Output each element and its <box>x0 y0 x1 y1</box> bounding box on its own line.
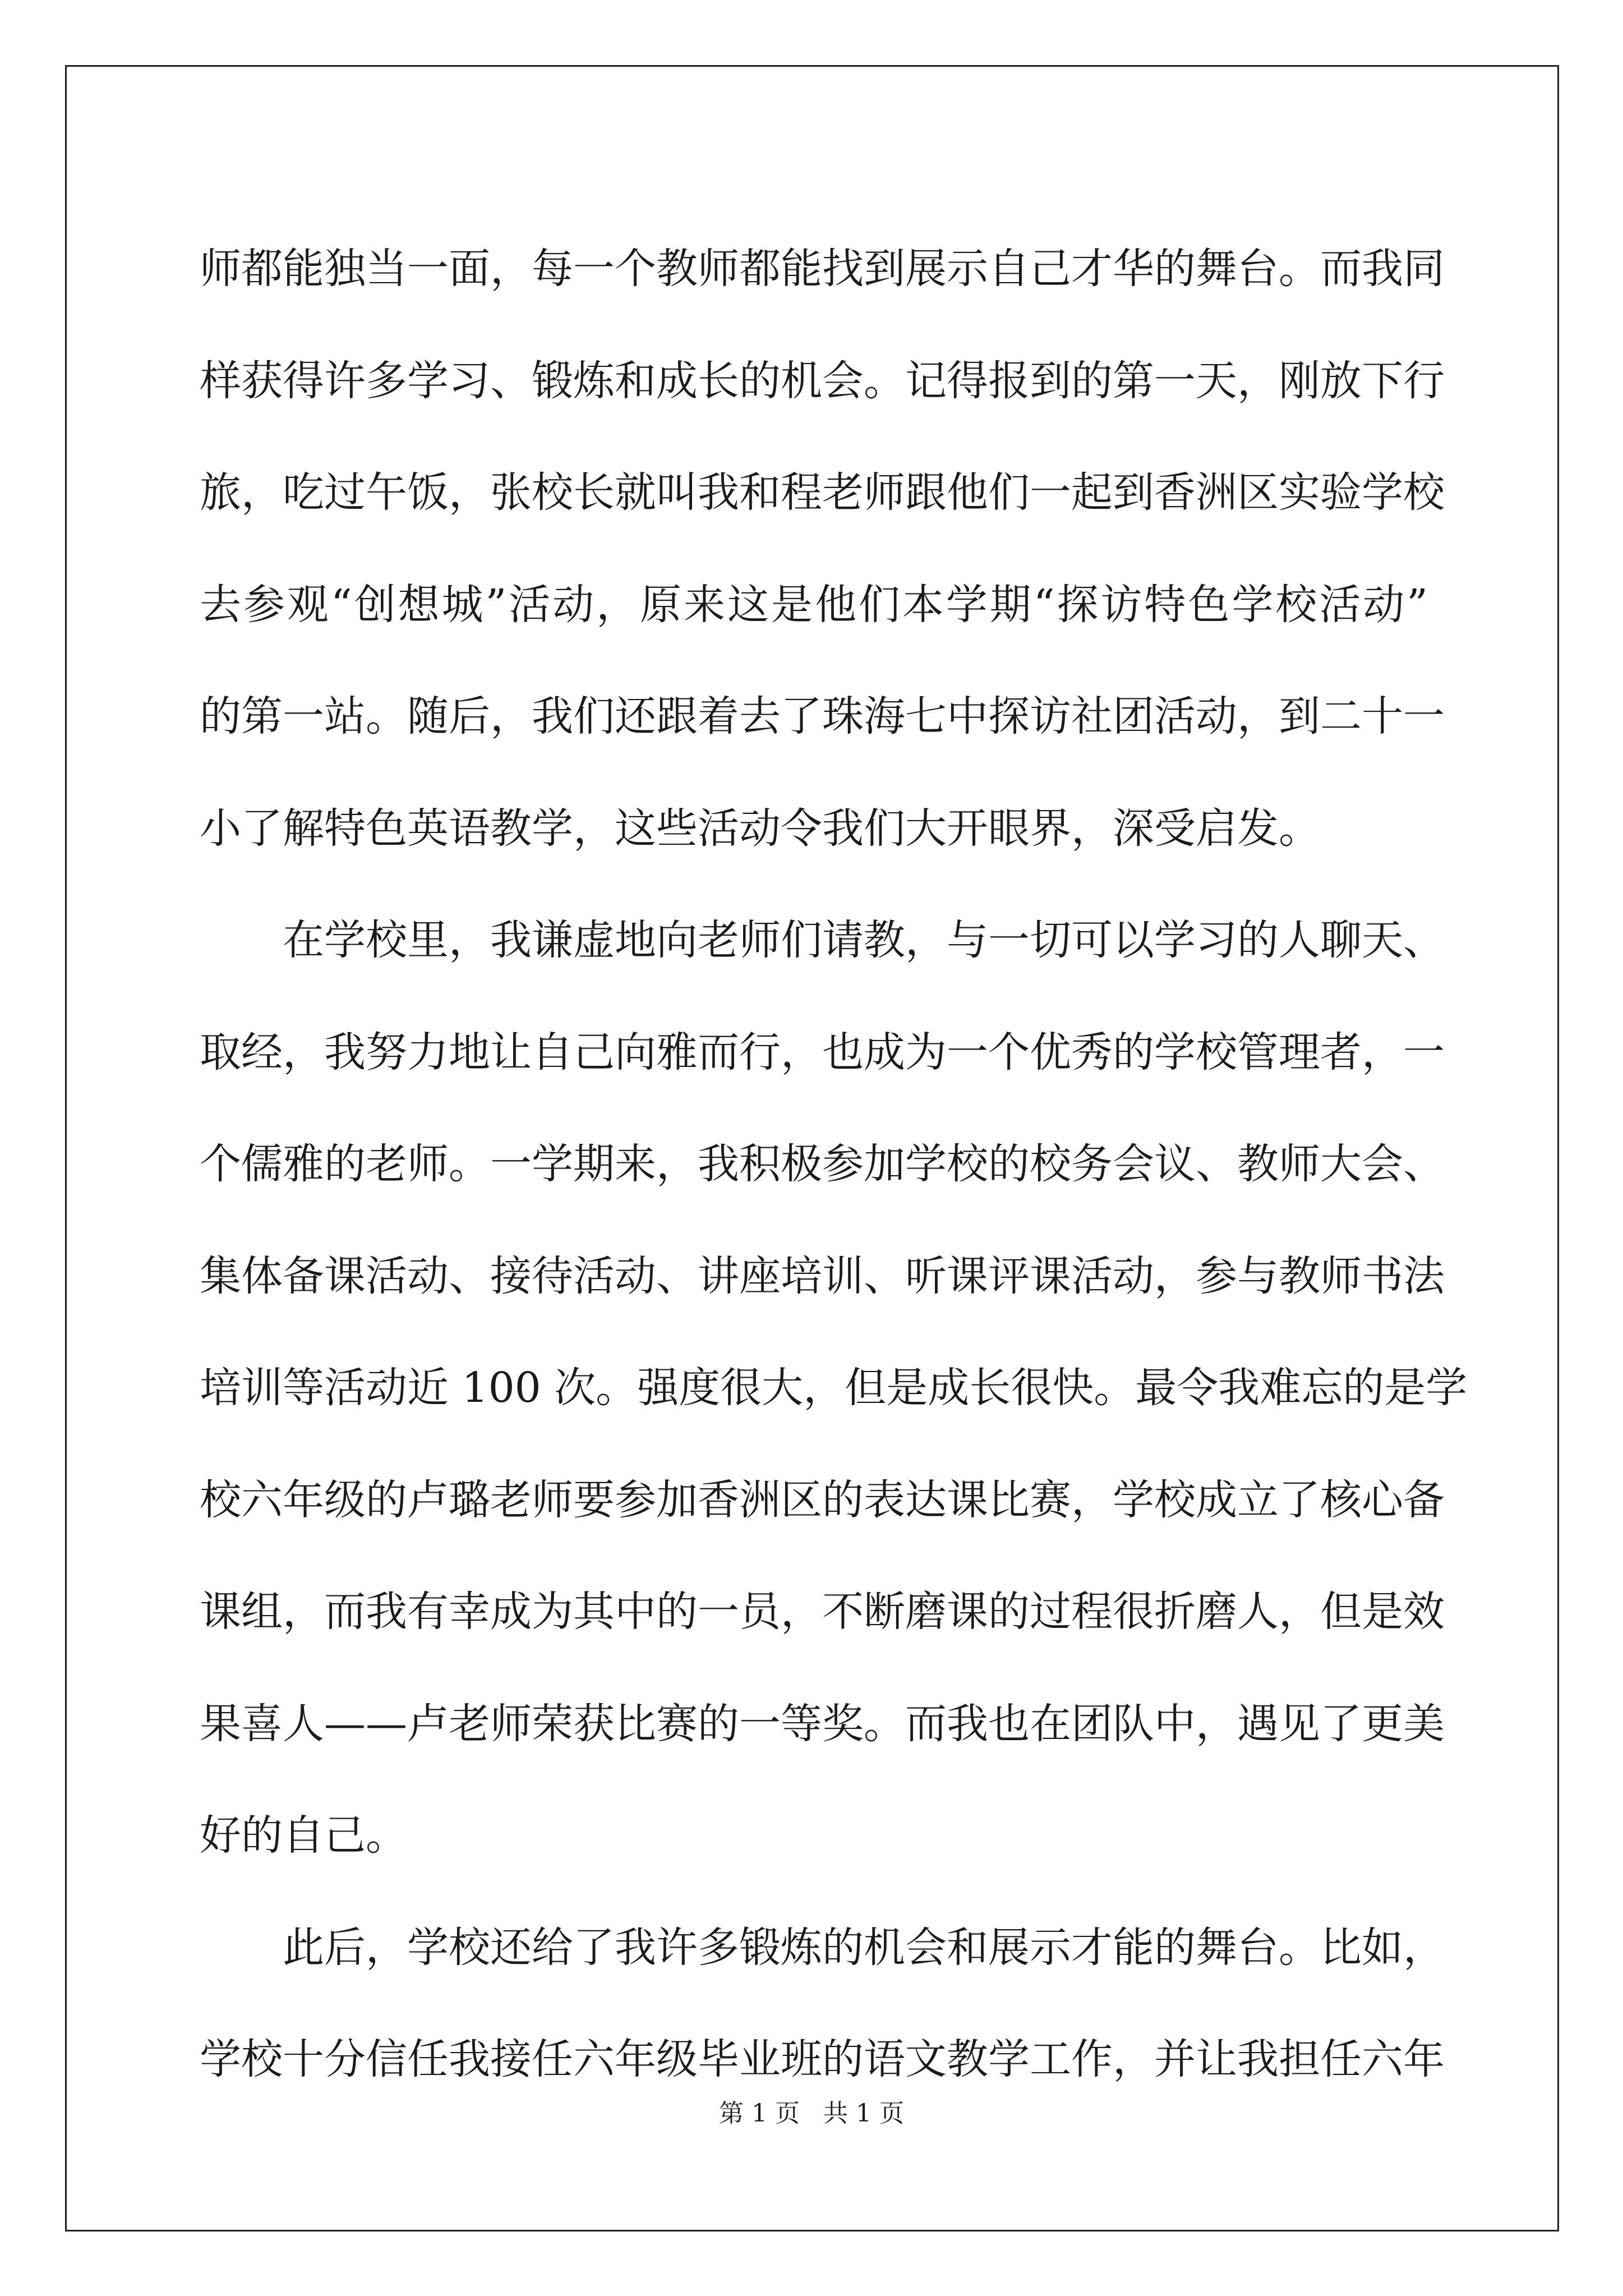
text-line: 培训等活动近 100 次。强度很大，但是成长很快。最令我难忘的是学 <box>200 1364 1468 1412</box>
text-line: 校六年级的卢璐老师要参加香洲区的表达课比赛，学校成立了核心备 <box>200 1475 1445 1524</box>
text-line: 课组，而我有幸成为其中的一员，不断磨课的过程很折磨人，但是效 <box>200 1588 1445 1636</box>
page-footer: 第 1 页 共 1 页 <box>719 2099 904 2128</box>
paragraph-first-line: 此后，学校还给了我许多锻炼的机会和展示才能的舞台。比如， <box>283 1923 1445 1972</box>
text-line: 果喜人——卢老师荣获比赛的一等奖。而我也在团队中，遇见了更美 <box>200 1699 1445 1748</box>
paragraph-first-line: 在学校里，我谦虚地向老师们请教，与一切可以学习的人聊天、 <box>283 916 1445 964</box>
text-line: 集体备课活动、接待活动、讲座培训、听课评课活动，参与教师书法 <box>200 1251 1445 1300</box>
document-body <box>200 213 1468 2116</box>
text-line: 的第一站。随后，我们还跟着去了珠海七中探访社团活动，到二十一 <box>200 692 1445 740</box>
text-line: 好的自己。 <box>200 1811 407 1860</box>
text-line: 个儒雅的老师。一学期来，我积极参加学校的校务会议、教师大会、 <box>200 1140 1445 1188</box>
text-line: 样获得许多学习、锻炼和成长的机会。记得报到的第一天，刚放下行 <box>200 356 1445 405</box>
text-line: 去参观“创想城”活动，原来这是他们本学期“探访特色学校活动” <box>200 580 1428 629</box>
text-line: 取经，我努力地让自己向雅而行，也成为一个优秀的学校管理者，一 <box>200 1028 1445 1076</box>
text-line: 师都能独当一面，每一个教师都能找到展示自己才华的舞台。而我同 <box>200 245 1445 293</box>
text-line: 旅，吃过午饭，张校长就叫我和程老师跟他们一起到香洲区实验学校 <box>200 468 1445 517</box>
text-line: 学校十分信任我接任六年级毕业班的语文教学工作，并让我担任六年 <box>200 2035 1445 2083</box>
text-line: 小了解特色英语教学，这些活动令我们大开眼界，深受启发。 <box>200 804 1320 853</box>
